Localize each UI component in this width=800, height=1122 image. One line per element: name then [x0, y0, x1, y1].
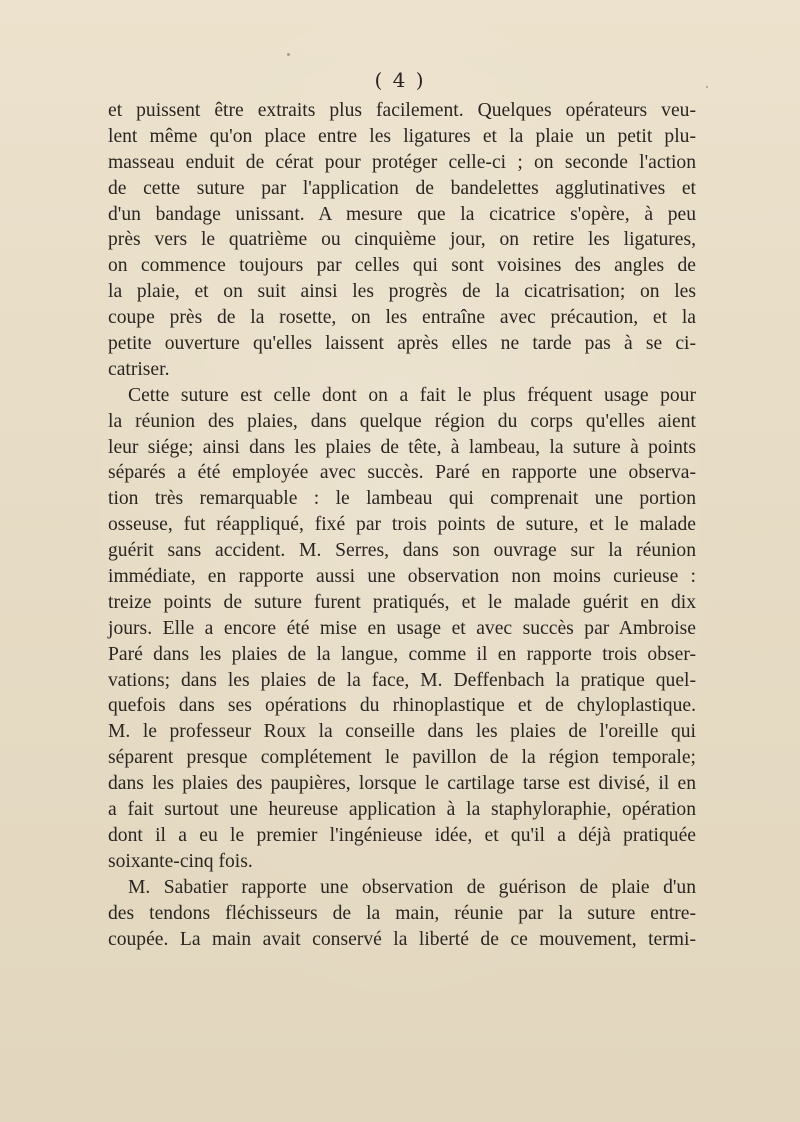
text-line: guérit sans accident. M. Serres, dans son ouvrage sur la réunion — [108, 540, 696, 562]
text-line: Cette suture est celle dont on a fait le plus fréquent usage pour — [128, 384, 696, 406]
text-line: immédiate, en rapporte aussi une observation non moins curieuse : — [108, 566, 696, 588]
text-line: dont il a eu le premier l'ingénieuse idée, et qu'il a déjà pratiquée — [108, 824, 696, 846]
text-line: treize points de suture furent pratiqués, et le malade guérit en dix — [108, 591, 696, 613]
text-line: petite ouverture qu'elles laissent après elles ne tarde pas à se ci- — [108, 333, 696, 355]
text-line: quefois dans ses opérations du rhinoplastique et de chyloplastique. — [108, 695, 696, 717]
text-line: osseuse, fut réappliqué, fixé par trois points de suture, et le malade — [108, 514, 696, 536]
text-line: M. Sabatier rapporte une observation de guérison de plaie d'un — [128, 876, 696, 898]
text-line: leur siége; ainsi dans les plaies de tête, à lambeau, la suture à points — [108, 436, 696, 458]
text-line: la plaie, et on suit ainsi les progrès de la cicatrisation; on les — [108, 281, 696, 303]
text-line: dans les plaies des paupières, lorsque le cartilage tarse est divisé, il en — [108, 773, 696, 795]
text-line: tion très remarquable : le lambeau qui comprenait une portion — [108, 488, 696, 510]
text-line: Paré dans les plaies de la langue, comme il en rapporte trois obser- — [108, 643, 696, 665]
text-line: séparés a été employée avec succès. Paré en rapporte une observa- — [108, 462, 696, 484]
text-line: séparent presque complétement le pavillon de la région temporale; — [108, 747, 696, 769]
text-line: la réunion des plaies, dans quelque région du corps qu'elles aient — [108, 410, 696, 432]
text-line: de cette suture par l'application de bandelettes agglutinatives et — [108, 177, 696, 199]
paper-speck — [287, 53, 290, 56]
text-line: vations; dans les plaies de la face, M. Deffenbach la pratique quel- — [108, 669, 696, 691]
text-line: soixante-cinq fois. — [108, 850, 253, 872]
text-line: catriser. — [108, 358, 170, 380]
text-line: masseau enduit de cérat pour protéger celle-ci ; on seconde l'action — [108, 151, 696, 173]
text-line: des tendons fléchisseurs de la main, réunie par la suture entre- — [108, 902, 696, 924]
text-line: coupée. La main avait conservé la liberté de ce mouvement, termi- — [108, 928, 696, 950]
text-line: lent même qu'on place entre les ligatures et la plaie un petit plu- — [108, 125, 696, 147]
text-line: on commence toujours par celles qui sont voisines des angles de — [108, 255, 696, 277]
text-line: près vers le quatrième ou cinquième jour, on retire les ligatures, — [108, 229, 696, 251]
text-line: coupe près de la rosette, on les entraîne avec précaution, et la — [108, 307, 696, 329]
text-line: M. le professeur Roux la conseille dans les plaies de l'oreille qui — [108, 721, 696, 743]
text-line: et puissent être extraits plus facilement. Quelques opérateurs veu- — [108, 100, 696, 121]
body-text — [108, 98, 696, 952]
text-line: a fait surtout une heureuse application à la staphylorаphie, opération — [108, 799, 696, 821]
text-line: jours. Elle a encore été mise en usage et avec succès par Ambroise — [108, 617, 696, 639]
page-number: ( 4 ) — [374, 68, 426, 92]
text-line: d'un bandage unissant. A mesure que la cicatrice s'opère, à peu — [108, 203, 696, 225]
